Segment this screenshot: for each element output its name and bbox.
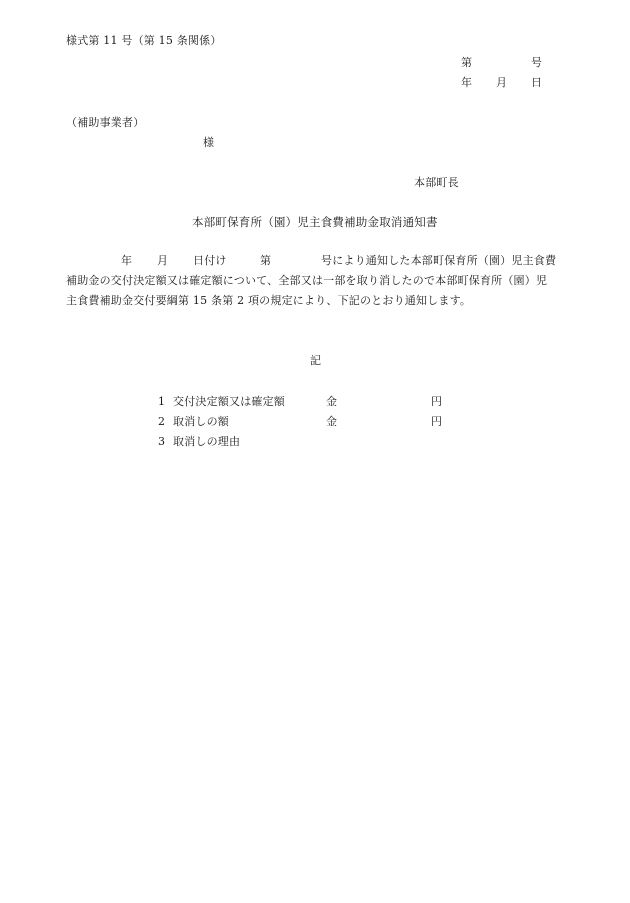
recipient-honorific: 様 (203, 136, 215, 149)
doc-number-dai: 第 (461, 56, 473, 69)
item-label: 取消しの理由 (173, 435, 241, 448)
body-line-2: 補助金の交付決定額又は確定額について、全部又は一部を取り消したので本部町保育所（園）児 (66, 274, 548, 287)
ki-heading: 記 (310, 354, 322, 367)
date-year: 年 (461, 76, 473, 89)
item-number: 3 (158, 435, 166, 448)
form-label: 様式第 11 号（第 15 条関係） (66, 34, 222, 47)
body-line-1: 号により通知した本部町保育所（園）児主食費 (321, 254, 557, 267)
body-ref-day: 日付け (193, 254, 227, 267)
date-month: 月 (496, 76, 508, 89)
item-kin: 金 (326, 415, 338, 428)
item-yen: 円 (431, 415, 443, 428)
body-line-3: 主食費補助金交付要綱第 15 条第 2 項の規定により、下記のとおり通知します。 (66, 294, 472, 307)
body-ref-dai: 第 (260, 254, 272, 267)
item-number: 1 (158, 395, 166, 408)
body-ref-month: 月 (157, 254, 169, 267)
item-number: 2 (158, 415, 166, 428)
item-label: 交付決定額又は確定額 (173, 395, 285, 408)
item-label: 取消しの額 (173, 415, 229, 428)
item-yen: 円 (431, 395, 443, 408)
recipient-label: （補助事業者） (66, 116, 145, 129)
date-day: 日 (531, 76, 543, 89)
item-kin: 金 (326, 395, 338, 408)
doc-number-go: 号 (531, 56, 543, 69)
body-ref-year: 年 (121, 254, 133, 267)
sender-name: 本部町長 (414, 176, 459, 189)
document-title: 本部町保育所（園）児主食費補助金取消通知書 (192, 215, 438, 229)
